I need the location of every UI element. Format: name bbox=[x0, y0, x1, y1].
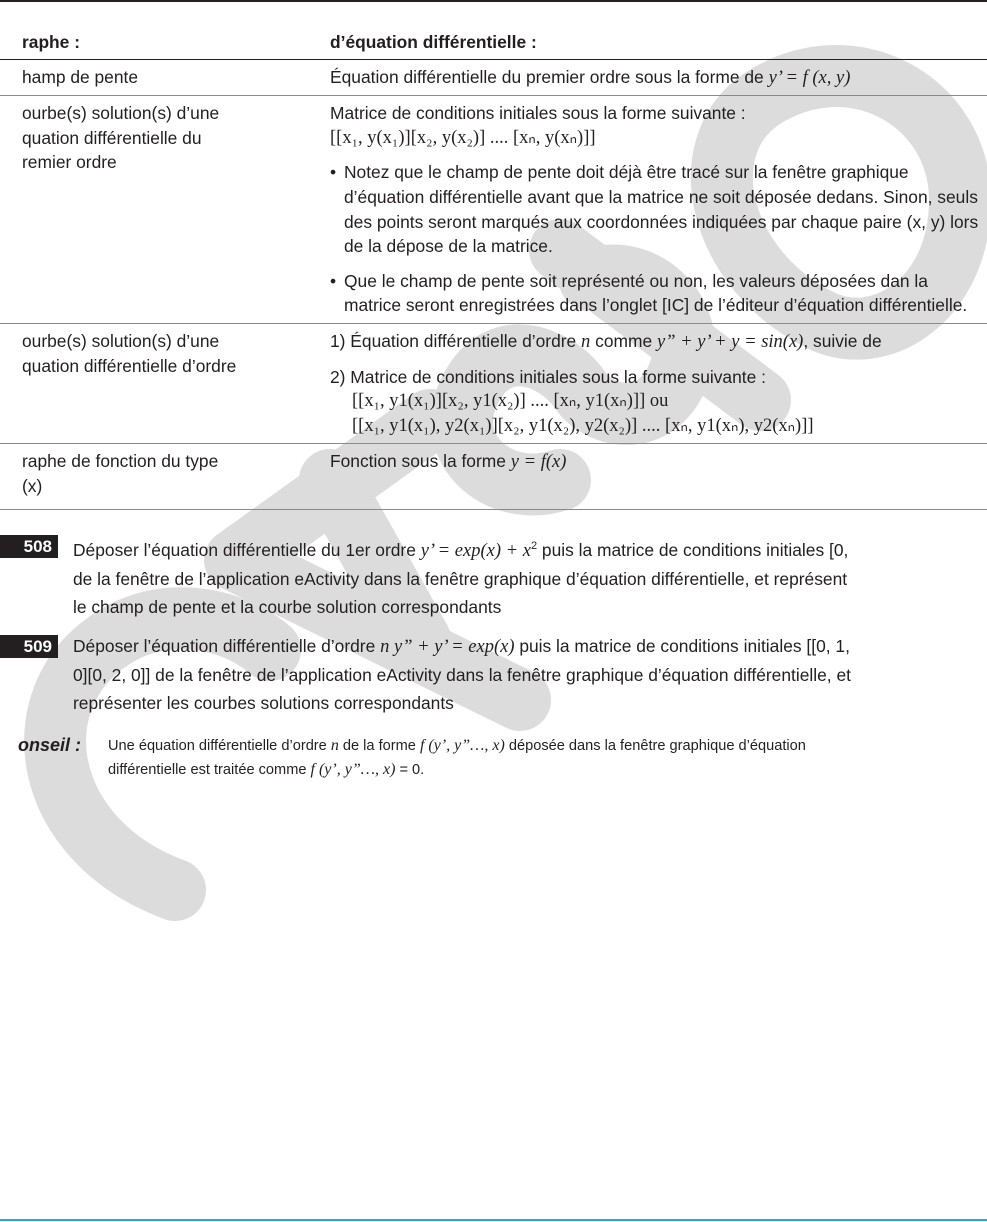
conseil-line: Une équation différentielle d’ordre bbox=[108, 738, 331, 754]
row-text: Matrice de conditions initiales sous la forme suivante : bbox=[330, 103, 746, 124]
formula: y” + y’ + y = sin(x) bbox=[656, 331, 804, 352]
row-text: Équation différentielle du premier ordre sous la forme de bbox=[330, 66, 769, 87]
item-text: , suivie de bbox=[803, 330, 882, 351]
conseil-text bbox=[108, 734, 978, 782]
header-col1: raphe : bbox=[0, 20, 310, 59]
note-bullet: • Notez que le champ de pente doit déjà être tracé sur la fenêtre graphique d’équation différentielle avant que la matrice ne soit déposée dedans. Sinon, seuls des points seront marqués aux coordonnées indiquées par chaque paire (x, y) lors de la dépose de la matrice. bbox=[330, 160, 981, 258]
row-label: ourbe(s) solution(s) d’une quation différentielle du remier ordre bbox=[0, 96, 310, 324]
example-line: Déposer l’équation différentielle d’ordre bbox=[73, 636, 381, 656]
row-text bbox=[330, 329, 981, 355]
example-line: puis la matrice de conditions initiales [0, bbox=[537, 540, 849, 560]
formula: [[x₁, y1(x₁), y2(x₁)][x₂, y1(x₂), y2(x₂)] .... [xₙ, y1(xₙ), y2(xₙ)]] bbox=[352, 415, 814, 436]
formula: y’ = f (x, y) bbox=[768, 67, 851, 88]
table-row bbox=[0, 96, 987, 324]
example-text bbox=[73, 533, 978, 621]
formula: f (y’, y”…, x) bbox=[419, 737, 505, 754]
row-text: 2) Matrice de conditions initiales sous la forme suivante : bbox=[330, 366, 766, 387]
formula: n bbox=[330, 737, 339, 754]
item-text: comme bbox=[590, 330, 657, 351]
example-number: 509 bbox=[0, 635, 58, 658]
table-header-row bbox=[0, 20, 987, 59]
note-bullet: • Que le champ de pente soit représenté ou non, les valeurs déposées dan la matrice seront enregistrées dans l’onglet [IC] de l’éditeur d’équation différentielle. bbox=[330, 269, 981, 318]
formula: n bbox=[581, 331, 591, 352]
bottom-rule bbox=[0, 1219, 987, 1221]
conseil-line: différentielle est traitée comme bbox=[108, 762, 311, 778]
example-line: de la fenêtre de l’application eActivity dans la fenêtre graphique d’équation différentielle, et représent bbox=[73, 568, 848, 589]
header-col2: d’équation différentielle : bbox=[310, 20, 987, 59]
conseil-line: déposée dans la fenêtre graphique d’équation bbox=[504, 738, 806, 754]
table-row bbox=[0, 59, 987, 96]
example-line: 0][0, 2, 0]] de la fenêtre de l’application eActivity dans la fenêtre graphique d’équation différentielle, et bbox=[73, 664, 851, 685]
example-number: 508 bbox=[0, 535, 58, 558]
formula: f (y’, y”…, x) bbox=[310, 761, 396, 778]
item-text: 1) Équation différentielle d’ordre bbox=[330, 330, 582, 351]
superscript: 2 bbox=[530, 540, 538, 552]
example-line: représenter les courbes solutions correspondants bbox=[73, 692, 454, 713]
row-description bbox=[310, 59, 987, 96]
row-label: raphe de fonction du type (x) bbox=[0, 444, 310, 509]
table-row bbox=[0, 444, 987, 509]
row-description bbox=[310, 96, 987, 324]
formula: n y” + y’ = exp(x) bbox=[380, 637, 515, 657]
row-description bbox=[310, 323, 987, 443]
example-line: Déposer l’équation différentielle du 1er ordre bbox=[73, 540, 421, 560]
example-line: puis la matrice de conditions initiales [[0, 1, bbox=[514, 636, 850, 656]
row-label: hamp de pente bbox=[0, 59, 310, 96]
row-label: ourbe(s) solution(s) d’une quation différentielle d’ordre bbox=[0, 323, 310, 443]
formula: y = f(x) bbox=[510, 452, 567, 473]
conseil-line: de la forme bbox=[338, 738, 420, 754]
formula: [[x₁, y1(x₁)][x₂, y1(x₂)] .... [xₙ, y1(xₙ)]] ou bbox=[352, 391, 669, 412]
formula: [[x₁, y(x₁)][x₂, y(x₂)] .... [xₙ, y(xₙ)]] bbox=[330, 127, 596, 148]
graph-type-table bbox=[0, 20, 987, 510]
row-text: Fonction sous la forme bbox=[330, 451, 511, 472]
example-line: le champ de pente et la courbe solution correspondants bbox=[73, 596, 502, 617]
conseil-label: onseil : bbox=[18, 735, 82, 755]
top-rule bbox=[0, 0, 987, 2]
formula: y’ = exp(x) + x bbox=[420, 541, 531, 561]
conseil-line: = 0. bbox=[395, 762, 425, 778]
example-text bbox=[73, 633, 978, 717]
row-description bbox=[310, 444, 987, 509]
table-row bbox=[0, 323, 987, 443]
